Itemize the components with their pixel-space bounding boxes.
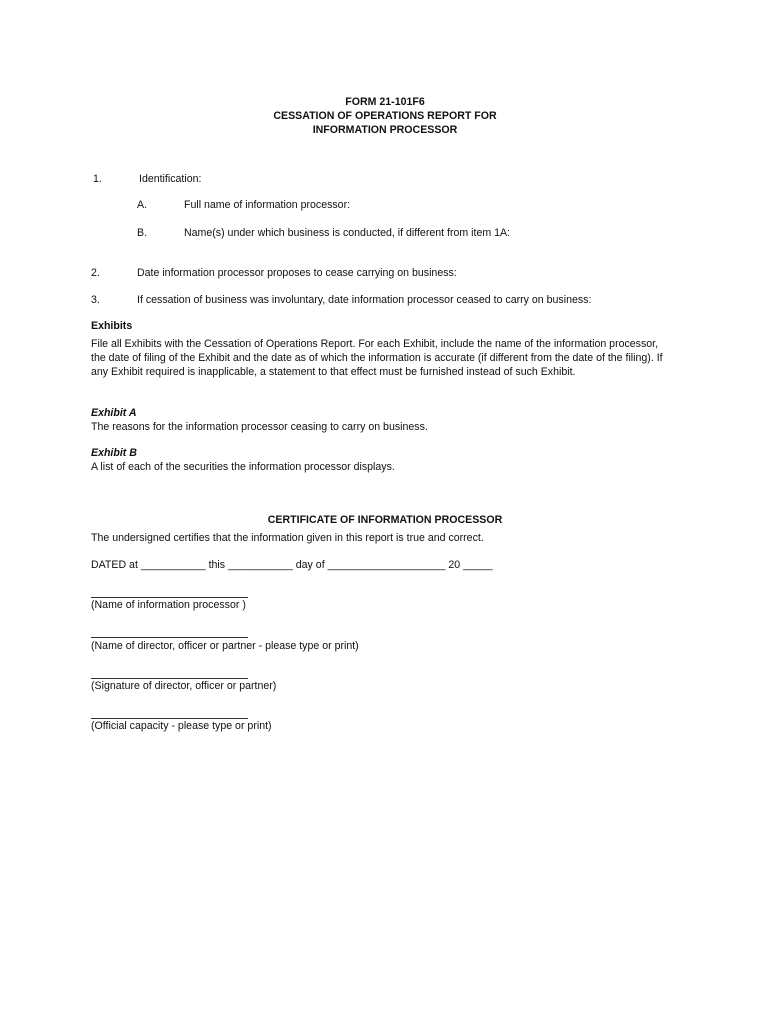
exhibits-heading: Exhibits (91, 320, 133, 332)
dated-line: DATED at ___________ this ___________ day of ____________________ 20 _____ (91, 559, 493, 571)
signature-line-2[interactable] (91, 637, 248, 638)
item-1b-letter: B. (137, 227, 148, 239)
certificate-heading: CERTIFICATE OF INFORMATION PROCESSOR (267, 514, 503, 526)
signature-label-1: (Name of information processor ) (91, 599, 246, 611)
form-title-line2: INFORMATION PROCESSOR (312, 124, 458, 136)
item-1-label: Identification: (139, 173, 202, 185)
item-1-number: 1. (93, 173, 102, 185)
item-3-label: If cessation of business was involuntary, date information processor ceased to carry on business: (137, 294, 592, 306)
item-2-number: 2. (91, 267, 100, 279)
exhibit-b-text: A list of each of the securities the information processor displays. (91, 461, 395, 473)
exhibits-intro: File all Exhibits with the Cessation of Operations Report. For each Exhibit, include the name of the information processor, the date of filing of the Exhibit and the date as of which the information is accurate (if different from the date of the filing). If any Exhibit required is inapplicable, a statement to that effect must be furnished instead of such Exhibit. (91, 338, 663, 378)
item-2-label: Date information processor proposes to cease carrying on business: (137, 267, 457, 279)
item-3-number: 3. (91, 294, 100, 306)
item-1a-letter: A. (137, 199, 148, 211)
signature-label-3: (Signature of director, officer or partner) (91, 680, 277, 692)
signature-label-2: (Name of director, officer or partner - please type or print) (91, 640, 359, 652)
item-1b-label: Name(s) under which business is conducted, if different from item 1A: (184, 227, 511, 239)
exhibit-b-heading: Exhibit B (91, 447, 137, 459)
signature-label-4: (Official capacity - please type or print) (91, 720, 272, 732)
item-1a-label: Full name of information processor: (184, 199, 351, 211)
certificate-statement: The undersigned certifies that the information given in this report is true and correct. (91, 532, 484, 544)
form-number: FORM 21-101F6 (345, 96, 425, 108)
exhibit-a-text: The reasons for the information processor ceasing to carry on business. (91, 421, 428, 433)
exhibit-a-heading: Exhibit A (91, 407, 137, 419)
form-title-line1: CESSATION OF OPERATIONS REPORT FOR (273, 110, 497, 122)
